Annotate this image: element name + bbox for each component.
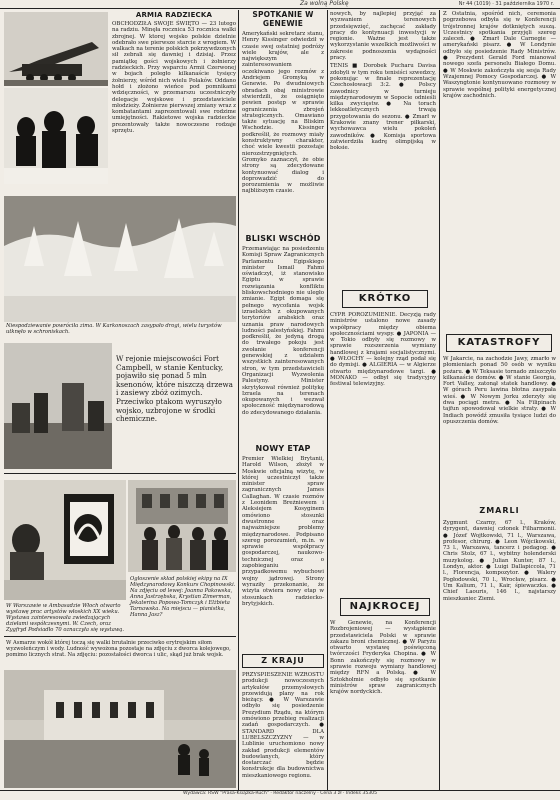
article-nowy-etap-text: Premier Wielkiej Brytanii, Harold Wilson, złożył w Moskwie oficjalną wizytę, w której uczestniczył także minister spraw zagranicznych James Callaghan. W czasie rozmów z Leonidem Breżniewem i Aleksiejem Kosyginem omówiono stosunki dwustronne oraz najważniejsze problemy międzynarodowe. Podpisano szereg porozumień, m.in. w sprawie współpracy gospodarczej, naukowo-technicznej oraz o zapobieganiu przypadkowemu wybuchowi wojny jądrowej. Strony wyraziły przekonanie, że wizyta otwiera nowy etap w stosunkach radziecko-brytyjskich. (242, 456, 324, 607)
article-zmarli (443, 520, 556, 604)
photo-bird-landscape (4, 343, 112, 469)
section-header-najkrocej: NAJKROCEJ (340, 598, 430, 616)
caption-pianists: Ogłoszenie skład polskiej ekipy na IX Międzynarodowy Konkurs Chopinowski. Na zdjęciu od lewej: Joanna Pakowska, Anna Jastrzębska, Krystian Zimerman, Jekaterina Popowa-Tomczyk i Elżbieta Tarnawska. Na miejscu — pianistka, Hanna Jasz? (130, 576, 236, 618)
column-divider-1 (238, 10, 239, 790)
section-header-krotko: KRÓTKO (342, 290, 428, 308)
article-birds-kentucky (116, 355, 234, 426)
photo-pianists-group (128, 480, 236, 572)
caption-gallery: W Warszawie w Ambasadzie Włoch otwarto wystawę prac artystów włoskich XX wieku. Wystawa zainteresowała zwiedzających dziełami współczesnymi. W. Czech, oraz Zygfryd Podsiadło 70 oznaczyła się wystawą. (6, 603, 125, 633)
headline-genewa: SPOTKANIE W GENEWIE (252, 10, 314, 28)
top-rule (0, 8, 560, 9)
headline-bliski-wschod: BLISKI WSCHÓD (245, 234, 321, 243)
column-divider-3 (439, 10, 440, 790)
headline-nowy-etap: NOWY ETAP (255, 444, 311, 453)
caption-snow: Niespodziewanie powróciła zima. W Karkonoszach zasypało drogi, wielu turystów utknęło w schroniskach. (6, 323, 222, 335)
col3-kronika1: TENIS ■ Dorobek Pucharu Davisa zdobyli w tym roku tenisiści szwedzcy, pokonując w finale reprezentację Czechosłowacji 3:2. ● Polscy zawodnicy w turnieju międzynarodowym w Sopocie odnieśli kilka zwycięstw. ● Na torach lekkoatletycznych trwają przygotowania do sezonu. ● Zmarł w Krakowie znany trener piłkarski, wychowawca wielu pokoleń zawodników. ● Komisja sportowa zatwierdziła kadrę olimpijską w boksie. (330, 63, 436, 152)
photo-soldiers-snow (4, 88, 108, 184)
article-armia-text: OBCHODZIŁA SWOJE ŚWIĘTO — 23 lutego na radziu. Minęła rocznica 53 rocznica walki zbrojnej. W ktorej wojsko polskie dzielnie odebrało swe pierwsze starcie z wrogiem. W walkach na terenie polskich pokrzywdzonych sił zebrali się dawniej i dzisiaj. Przez pamiątkę gości wojskowych i żołnierzy radzieckich. Przy wsparciu Armii Czerwonej w bojach poległo kilkanaście tysięcy żołnierzy, wśród nich wielu Polaków. Oddano hołd i złożono wieńce pod pomnikami wdzięczności, w przemarszu uczestniczyły delegacje wojskowe i przedstawiciele młodzieży. Żołnierze pierwszej zmiany wraz z kombatantami zaprezentowali swe rodzime umiejętności. Rakietowe wojska radzieckie prezentowały także nowoczesne rodzaje sprzętu. (112, 21, 237, 135)
photo-snow-landscape (4, 196, 236, 322)
article-bliski-wschod (242, 234, 324, 418)
article-nowy-etap (242, 444, 324, 609)
article-genewa-text: Amerykański sekretarz stanu, Henry Kissinger odwiedził w czasie swej ostatniej podróży wiele krajów, ale z największym zainteresowaniem oczekiwano jego rozmów z Andriejem Gromyką w Genewie. Po dwudniowych obradach obaj ministrowie stwierdzili, że osiągnięto pewien postęp w sprawie ograniczenia zbrojeń strategicznych. Omawiano także sytuację na Bliskim Wschodzie. Kissinger podkreślił, że rozmowy miały konstruktywny charakter, choć wiele kwestii pozostaje nierozstrzygniętych. Gromyko zaznaczył, że obie strony są zdecydowane kontynuować dialog i doprowadzić do porozumienia w możliwie najbliższym czasie. (242, 31, 324, 195)
divider-rule-2 (4, 636, 236, 637)
article-z-kraju (242, 672, 324, 781)
article-birds-text: W rejonie miejscowości Fort Campbell, w stanie Kentucky, pojawiło się ponad 5 mln ksenonów, które niszczą drzewa i zasiewy zbóż ozimych. Przeciwko ptakom wyruszyło wojsko, uzbrojone w środki chemiczne. (116, 354, 233, 424)
photo-gallery-exhibit (4, 480, 126, 600)
divider-rule-1 (4, 473, 236, 474)
article-genewa (242, 11, 324, 197)
zmarli-text: Zygmunt Czarny, 67 l., Kraków, dyrygent, dawniej członek Filharmonii. ● Józef Wojtkowski, 71 l., Warszawa, profesor, chirurg. ● Leon Wójcikowski, 73 l., Warszawa, tancerz i pedagog. ● Chris Stolz, 67 l., wybitny holenderski muzykolog. ● Julian Kunter, 87 l., Londyn, aktor. ● Luigi Dallapiccola, 71 l., Florencja, kompozytor. ● Walery Pogłodowski, 70 l., Wrocław, pisarz. ● Um Kalium, 71 l., Kair, śpiewaczka. ● Chief Laouris, 146 l., najstarszy mieszkaniec Ziemi. (443, 520, 556, 602)
article-armia-radziecka (112, 11, 236, 136)
col4-top-text: Z Ostatnia, spośród nich, ceremonia pogrzebowa odbyła się w Konferencji trójstronnej krajów dotkniętych suszą. Uczestnicy spotkania przyjęli szereg zaleceń. ● Zmarł Dale Carnegie — amerykański pisarz. ● W Londynie odbyło się posiedzenie Rady Ministrów. ● Prezydent Gerald Ford mianował nowego szefa personelu Białego Domu. ● W Moskwie zakończyła się sesja Rady Wzajemnej Pomocy Gospodarczej. ● W Waszyngtonie kontynuowano rozmowy w sprawie wspólnej polityki energetycznej krajów zachodnich. (443, 11, 556, 99)
bird-landscape-illustration (4, 343, 112, 469)
photo-asmara-station (4, 670, 236, 788)
photo-rocket-launcher (4, 12, 108, 86)
column-divider-2 (327, 10, 328, 790)
masthead (0, 0, 560, 8)
article-katastrofy (443, 356, 556, 427)
section-header-katastrofy: KATASTROFY (446, 334, 552, 352)
rocket-launcher-illustration (4, 12, 108, 86)
snow-landscape-illustration (4, 196, 236, 322)
soldiers-illustration (4, 88, 108, 184)
najkrocej-text: W Genewie, na Konferencji Rozbrojeniowej — wystąpienie przedstawiciela Polski w sprawie zakazu broni chemicznej. ● W Paryżu otwarto wystawę poświęconą twórczości Fryderyka Chopina. ● W Bonn zakończyły się rozmowy w sprawie rozwoju wymiany handlowej między RFN a Polską. ● W Sztokholmie odbyło się spotkanie ministrów spraw zagranicznych krajów nordyckich. (330, 620, 436, 696)
masthead-title: Za wolną Polskę (300, 0, 349, 7)
article-col4-top (443, 11, 556, 101)
pianists-illustration (128, 480, 236, 572)
asmara-illustration (4, 670, 236, 788)
krotko-text: CYPR POROZUMIENIE. Decyzją rady ministrów ustalono nowe zasady współpracy między obiema społecznościami wyspy. ● JAPONIA — w Tokio odbyły się rozmowy w sprawie rozszerzenia wymiany handlowej z krajami socjalistycznymi. ● WŁOCHY — kolejny rząd podał się do dymisji. ● ALGIERIA — w Algierze otwarto międzynarodowe targi. ● MONAKO — odbył się tradycyjny festiwal telewizyjny. (330, 312, 436, 388)
article-krotko (330, 312, 436, 390)
katastrofy-text: W Jakarcie, na zachodzie Jawy, zmarło w płomieniach ponad 50 osób w wyniku pożaru. ● W Teksasie tornado zniszczyło kilkanaście domów. ● W stanie Georgia, Fort Valley, zatonął statek handlowy. ● W górach Peru lawina błotna zasypała wieś. ● W Nowym Jorku zderzyły się dwa pociągi metra. ● Na Filipinach tajfun spowodował wielkie straty. ● W Indiach powódź zmusiła tysiące ludzi do opuszczenia domów. (443, 356, 556, 425)
article-col3-top (330, 11, 436, 154)
headline-armia: ARMIA RADZIECKA (135, 11, 213, 19)
article-najkrocej (330, 620, 436, 698)
issue-info: Nr 44 (1019) · 31 października 1970 r. (458, 1, 554, 7)
caption-asmara: W Asmarze wokół której toczą się walki brutalnie przeciwko erytrejskim siłom wyzwoleńczym i wody. Ludność wywożona pozostaje na zdjęciu z dworca kolejowego, pomimo licznych strat. Na zdjęciu: pozostałości dworca i ulic, skąd już brak wojsk. (6, 640, 231, 658)
gallery-illustration (4, 480, 126, 600)
section-header-z-kraju: Z KRAJU (242, 654, 324, 668)
article-bliski-wschod-text: Przemawiając na posiedzeniu Komisji Spraw Zagranicznych Parlamentu Egipskiego minister Ismail Fahmi oświadczył, iż stanowisko Egiptu w sprawie rozwiązania konfliktu bliskowschodniego nie uległo zmianie. Egipt domaga się pełnego wycofania wojsk izraelskich z okupowanych terytoriów arabskich oraz uznania praw narodowych ludności palestyńskiej. Fahmi podkreślił, że jedyną drogą do trwałego pokoju jest zwołanie konferencji genewskiej z udziałem wszystkich zainteresowanych stron, w tym przedstawicieli Organizacji Wyzwolenia Palestyny. Minister skrytykował również politykę Izraela na terenach okupowanych i wezwał społeczność międzynarodową do zdecydowanego działania. (242, 246, 324, 416)
article-z-kraju-text: PRZYSPIESZENIE WZROSTU produkcji nowoczesnych artykułów przemysłowych przewidują plany na rok bieżący. ● W Warszawie odbyło się posiedzenie Prezydium Rządu, na którym omówiono przebieg realizacji zadań gospodarczych. ● STANDARD DLA LUBELSZCZYZNY — w Lublinie uruchomiono nowy zakład produkcji elementów budowlanych, który dostarczać będzie konstrukcje dla budownictwa mieszkaniowego regionu. (242, 672, 324, 779)
section-header-zmarli: ZMARLI (479, 506, 520, 515)
footer-imprint: Wydawca: RSW "Prasa-Książka-Ruch" · Redaktor naczelny · Cena 3 zł · Indeks 35305 (182, 791, 378, 796)
col3-top-text: nowych, by najlepiej przyjąć za wyzwaniem terenowych przedsięwzięć, zachęcać zakłady pracy do kontynuacji inwestycji w regionie. Ważne jest także wykorzystanie wszelkich możliwości w zakresie podnoszenia wydajności pracy. (330, 11, 436, 62)
